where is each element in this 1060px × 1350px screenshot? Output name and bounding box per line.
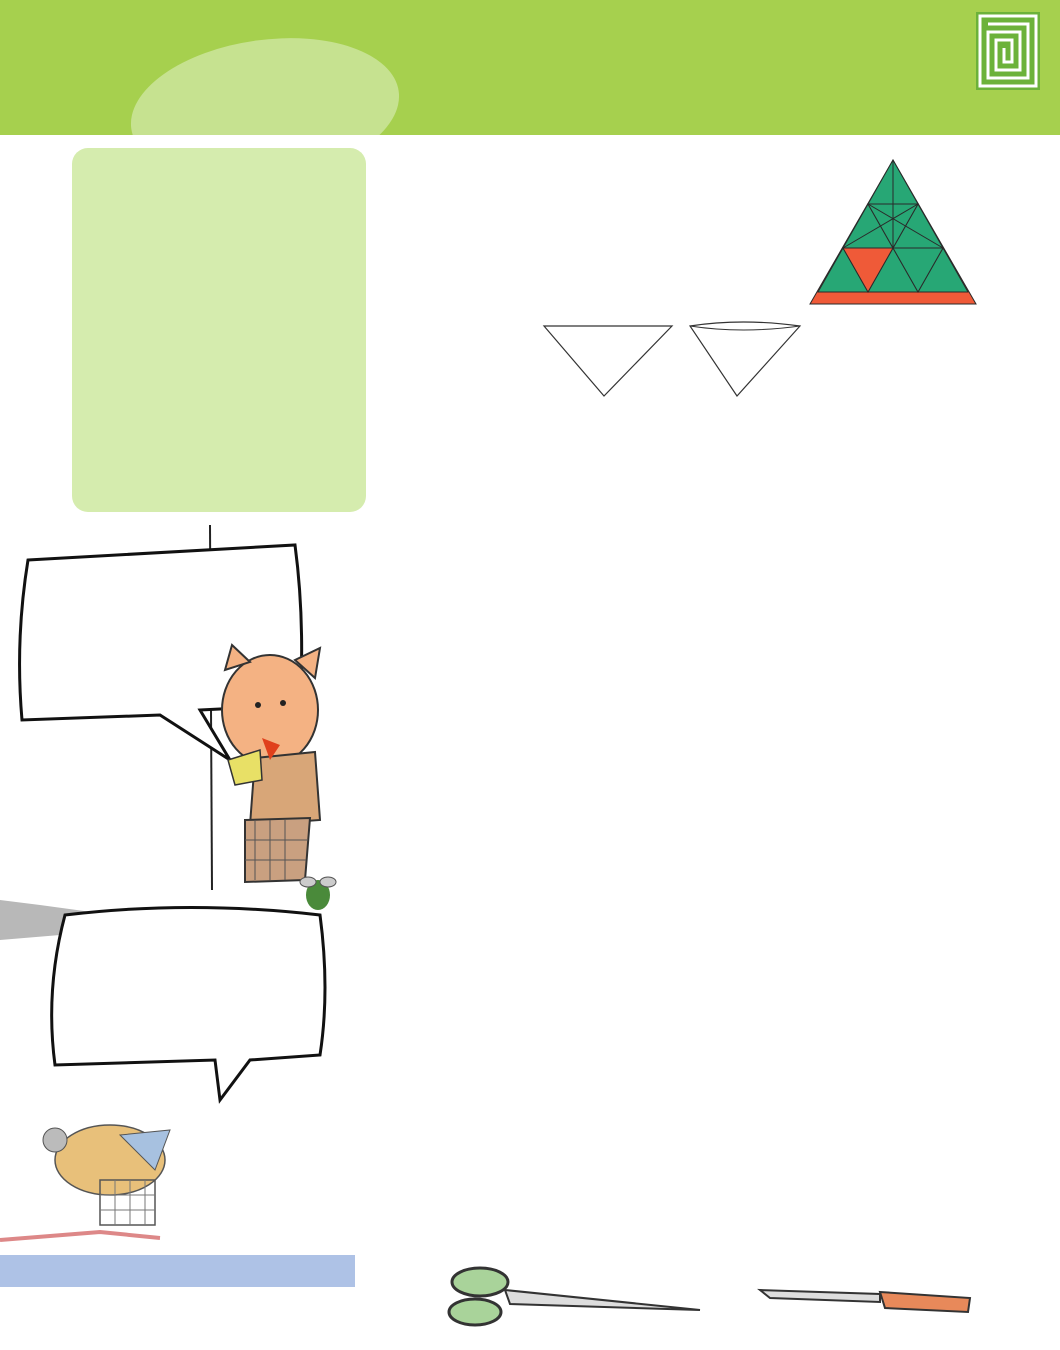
knife-icon [760,1290,970,1312]
cat-character [222,645,320,882]
header-decoration [122,22,409,135]
speech-bubble-2 [52,908,325,1101]
page-number-bar [0,1255,355,1287]
scissors-icon [449,1268,700,1325]
page-header [0,0,1060,135]
main-column [398,150,980,619]
mouse-character [0,1125,170,1240]
spiral-logo-icon [976,12,1040,90]
purse-figures [822,318,980,613]
cone-figures [542,320,804,400]
comic-illustration [0,520,380,1255]
intro-box [72,148,366,512]
fly-icon [300,877,336,910]
triangle-figure [806,156,980,308]
tools-illustration [440,1262,980,1332]
flat-purse-grid [858,318,1016,442]
open-purse-grid [822,463,980,605]
